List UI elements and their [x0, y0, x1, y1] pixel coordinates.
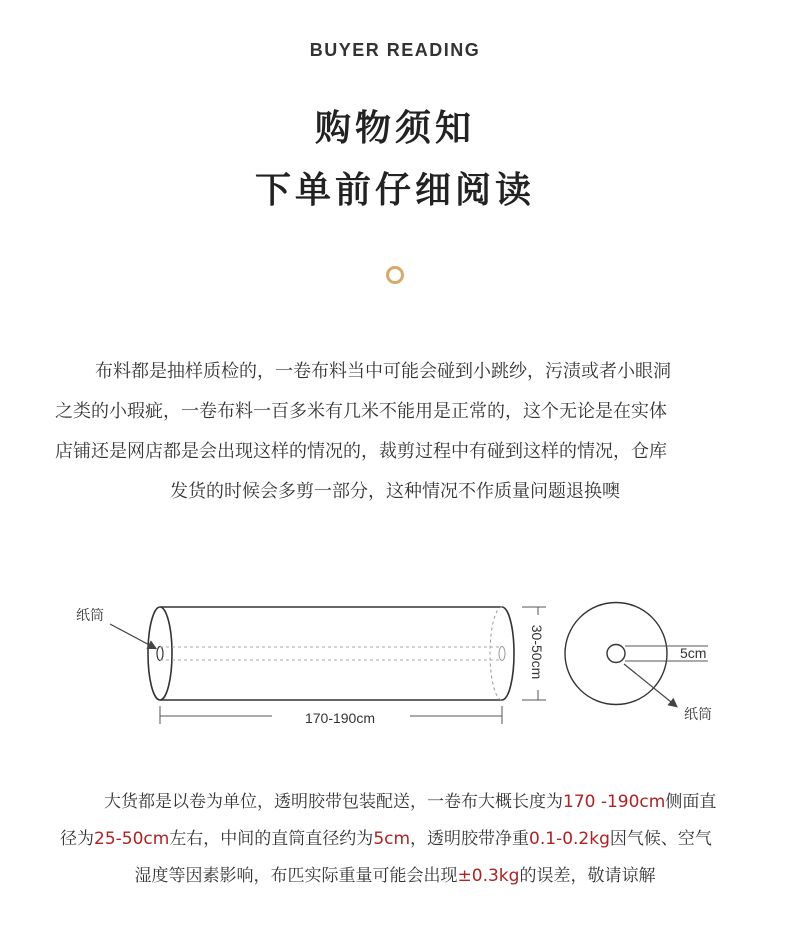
roll-length-value: 170 -190cm	[563, 792, 666, 812]
delivery-text: 大货都是以卷为单位，透明胶带包装配送，一卷布大概长度为	[104, 792, 563, 812]
paper-tube-label: 纸筒	[76, 607, 104, 623]
delivery-line	[60, 821, 730, 858]
delivery-text: 侧面直	[665, 792, 717, 812]
tube-diameter-value: 5cm	[373, 829, 411, 849]
delivery-line	[60, 784, 730, 821]
page-title: 购物须知	[314, 108, 475, 149]
diameter-dimension-label: 30-50cm	[529, 624, 545, 680]
section-eyebrow: BUYER READING	[309, 40, 481, 60]
inner-diameter-label: 5cm	[680, 645, 707, 661]
delivery-text: 左右，中间的直筒直径约为	[169, 829, 374, 849]
page-subtitle: 下单前仔细阅读	[254, 170, 535, 211]
delivery-notice	[60, 784, 730, 895]
delivery-text: ，透明胶带净重	[410, 829, 530, 849]
delivery-line	[60, 858, 730, 895]
notice-line: 之类的小瑕疵，一卷布料一百多米有几米不能用是正常的，这个无论是在实体	[55, 401, 667, 422]
roll-diameter-value: 25-50cm	[94, 829, 170, 849]
delivery-text: 的误差，敬请谅解	[519, 866, 656, 886]
length-dimension-label: 170-190cm	[304, 710, 376, 726]
fabric-roll-cylinder	[148, 607, 514, 700]
notice-line: 布料都是抽样质检的，一卷布料当中可能会碰到小跳纱，污渍或者小眼洞	[95, 361, 671, 382]
delivery-text: 径为	[60, 829, 94, 849]
tape-weight-value: 0.1-0.2kg	[529, 829, 610, 849]
paper-tube-label: 纸筒	[684, 706, 712, 722]
decorative-circle-icon	[386, 266, 404, 284]
quality-notice	[55, 352, 735, 512]
delivery-text: 因气候、空气	[609, 829, 712, 849]
fabric-roll-diagram	[0, 590, 790, 740]
notice-line: 店铺还是网店都是会出现这样的情况的，裁剪过程中有碰到这样的情况，仓库	[55, 441, 667, 462]
weight-tolerance-value: ±0.3kg	[457, 866, 520, 886]
notice-line: 发货的时候会多剪一部分，这种情况不作质量问题退换噢	[170, 481, 620, 502]
delivery-text: 湿度等因素影响，布匹实际重量可能会出现	[134, 866, 458, 886]
